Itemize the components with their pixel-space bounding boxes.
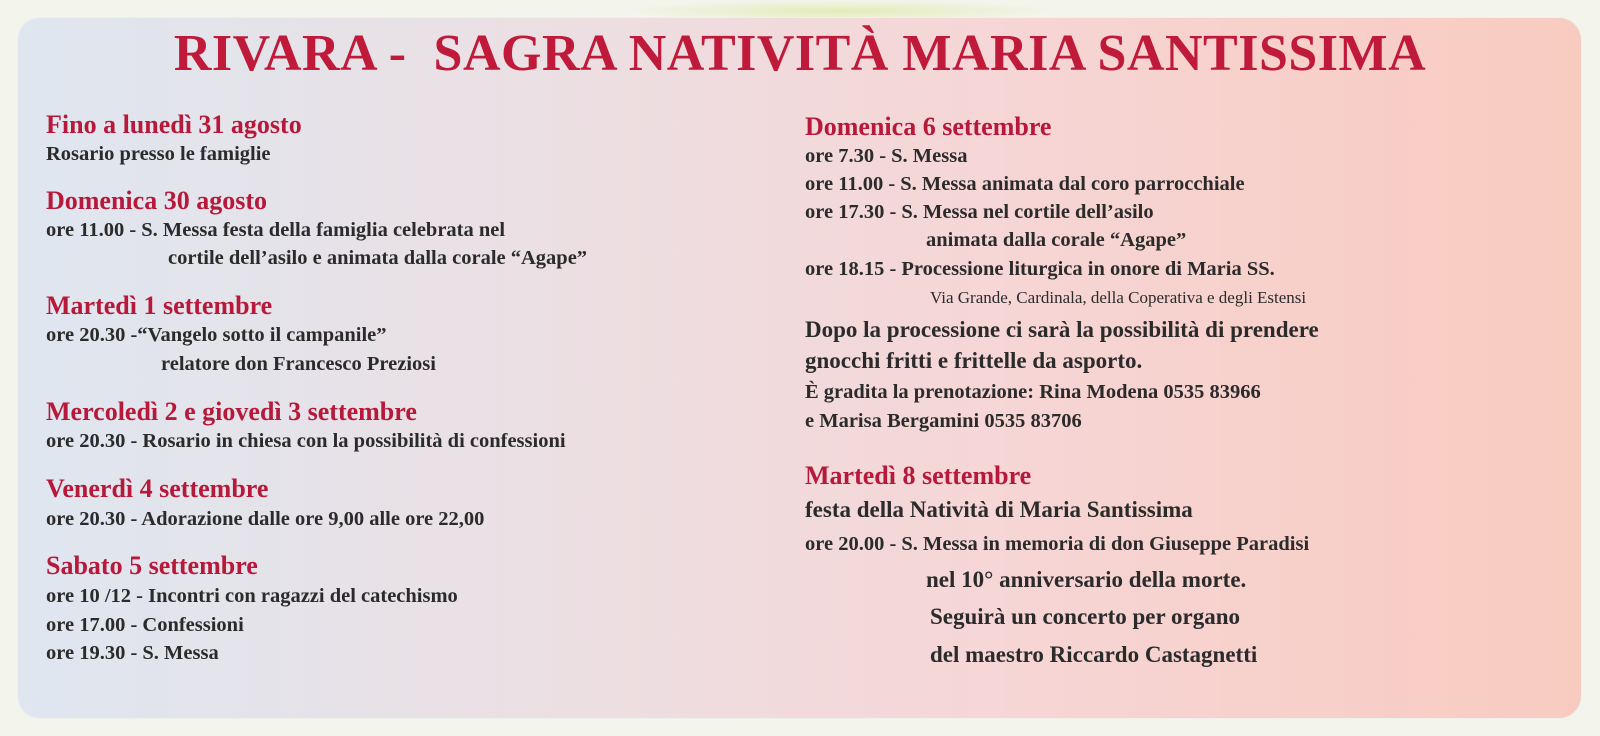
booking-note: È gradita la prenotazione: Rina Modena 0535 83966 (805, 381, 1261, 403)
schedule-line: ore 10 /12 - Incontri con ragazzi del catechismo (46, 585, 458, 607)
heading-sabato-5-settembre: Sabato 5 settembre (46, 551, 258, 580)
schedule-line: ore 20.30 - Rosario in chiesa con la possibilità di confessioni (46, 430, 566, 452)
booking-note: e Marisa Bergamini 0535 83706 (805, 410, 1082, 432)
schedule-line: relatore don Francesco Preziosi (161, 353, 436, 375)
procession-route: Via Grande, Cardinala, della Coperativa e degli Estensi (930, 288, 1307, 307)
schedule-line: cortile dell’asilo e animata dalla corale “Agape” (168, 247, 588, 269)
schedule-line: animata dalla corale “Agape” (926, 229, 1187, 251)
heading-venerdi-4-settembre: Venerdì 4 settembre (46, 474, 269, 503)
memorial-line: del maestro Riccardo Castagnetti (930, 642, 1258, 667)
schedule-line: ore 18.15 - Processione liturgica in onore di Maria SS. (805, 258, 1275, 280)
schedule-line: ore 20.30 -“Vangelo sotto il campanile” (46, 324, 387, 346)
heading-mercoledi-giovedi: Mercoledì 2 e giovedì 3 settembre (46, 397, 417, 426)
schedule-line: ore 17.00 - Confessioni (46, 614, 244, 636)
schedule-line: Rosario presso le famiglie (46, 143, 271, 165)
heading-martedi-1-settembre: Martedì 1 settembre (46, 291, 273, 320)
poster-title: RIVARA - SAGRA NATIVITÀ MARIA SANTISSIMA (173, 25, 1427, 82)
memorial-line: nel 10° anniversario della morte. (926, 567, 1247, 592)
schedule-line: ore 20.30 - Adorazione dalle ore 9,00 alle ore 22,00 (46, 508, 485, 530)
schedule-line: ore 11.00 - S. Messa festa della famiglia celebrata nel (46, 219, 506, 241)
heading-martedi-8-settembre: Martedì 8 settembre (805, 461, 1032, 490)
after-procession-note: Dopo la processione ci sarà la possibilità di prendere (805, 317, 1319, 342)
heading-domenica-6-settembre: Domenica 6 settembre (805, 112, 1052, 141)
schedule-line: ore 20.00 - S. Messa in memoria di don Giuseppe Paradisi (805, 533, 1310, 555)
heading-fino-31-agosto: Fino a lunedì 31 agosto (46, 110, 302, 139)
after-procession-note: gnocchi fritti e frittelle da asporto. (805, 348, 1143, 373)
schedule-line: ore 17.30 - S. Messa nel cortile dell’asilo (805, 201, 1154, 223)
schedule-line: ore 7.30 - S. Messa (805, 145, 968, 167)
feast-subtitle: festa della Natività di Maria Santissima (805, 497, 1193, 522)
schedule-line: ore 19.30 - S. Messa (46, 642, 219, 664)
memorial-line: Seguirà un concerto per organo (930, 604, 1241, 629)
heading-domenica-30-agosto: Domenica 30 agosto (46, 186, 267, 215)
schedule-line: ore 11.00 - S. Messa animata dal coro parrocchiale (805, 173, 1245, 195)
